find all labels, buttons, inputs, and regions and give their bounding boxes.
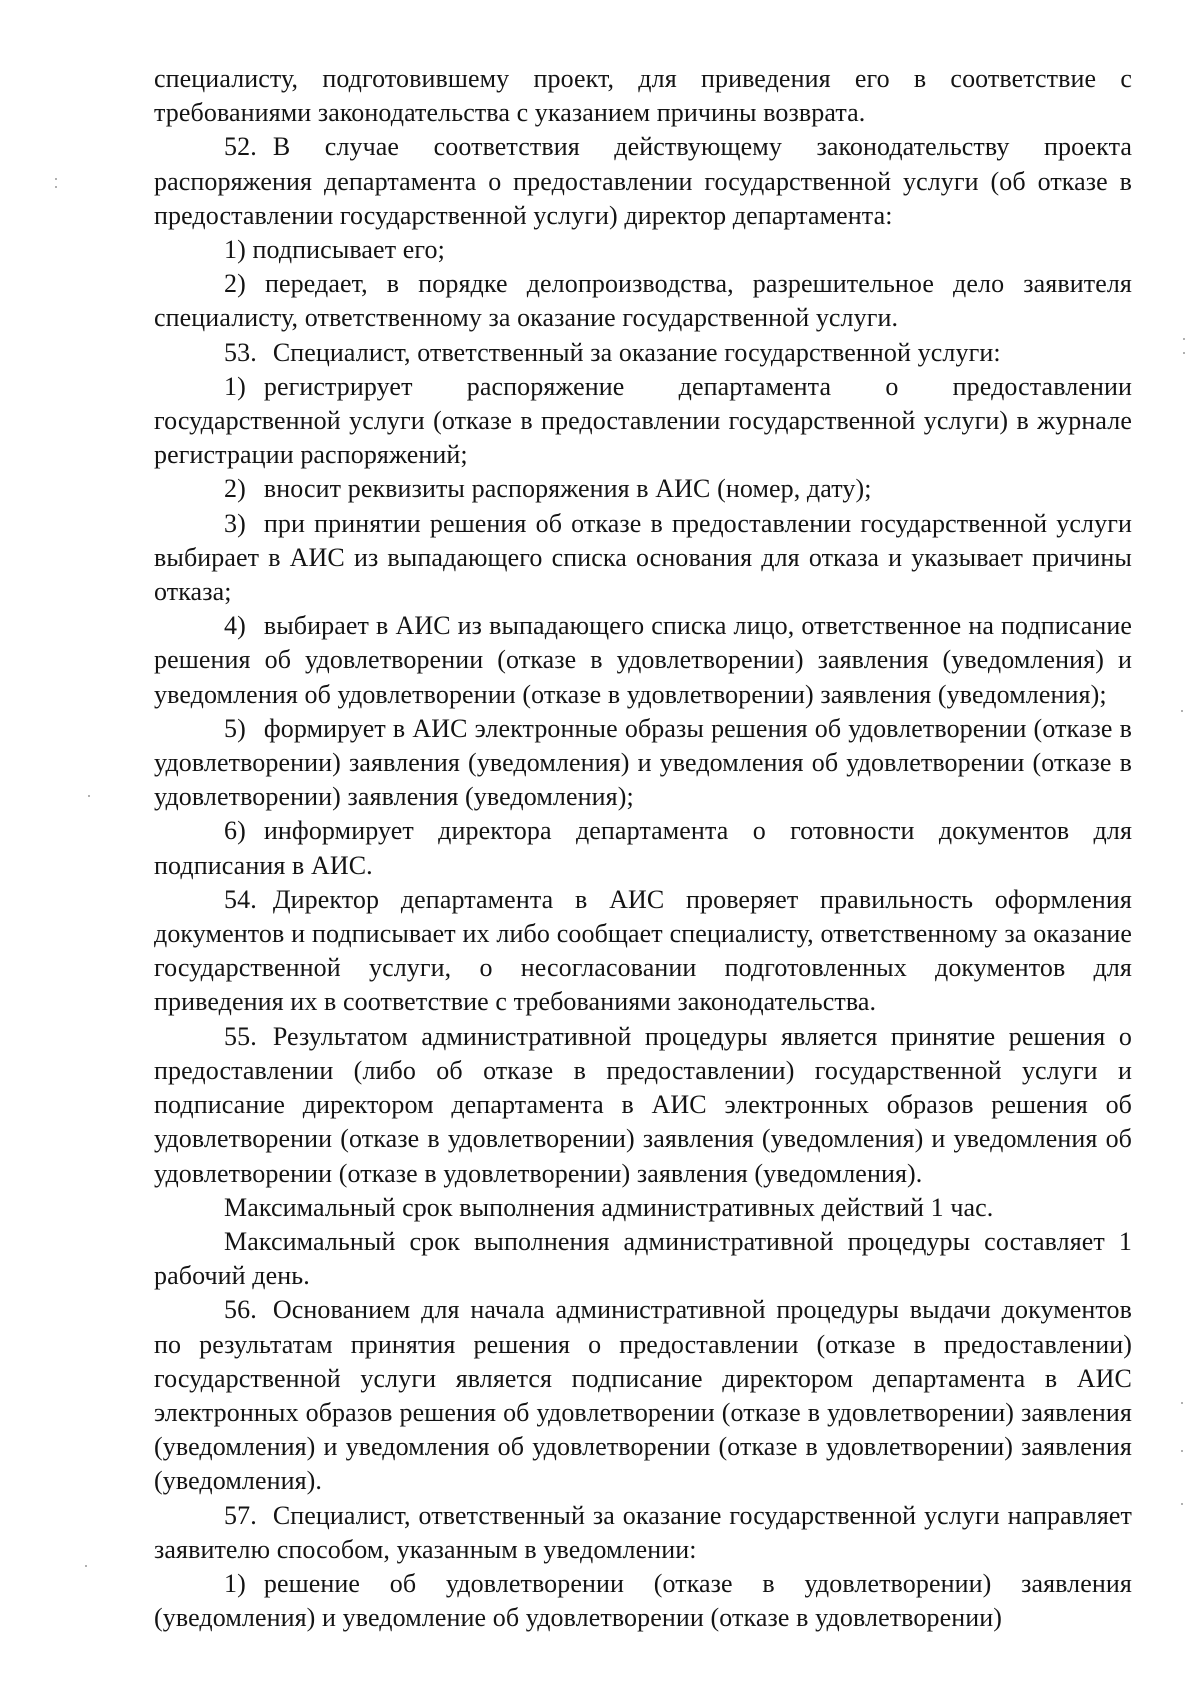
clause-number: 52. (224, 132, 257, 162)
scan-speck (1181, 1503, 1183, 1505)
clause-text: В случае соответствия действующему законодательству проекта распоряжения департамента о предоставлении государственной услуги (об отказе в предоставлении государственной услуги) директор департамента: (154, 132, 1132, 230)
subitem-number: 6) (224, 816, 246, 846)
subitem-text: вносит реквизиты распоряжения в АИС (номер, дату); (263, 474, 872, 504)
deadline-text: Максимальный срок выполнения административных действий 1 час. (224, 1192, 994, 1222)
clause-number: 55. (224, 1021, 257, 1051)
subitem (154, 712, 1132, 815)
subitem (154, 814, 1132, 882)
subitem-text: информирует директора департамента о готовности документов для подписания в АИС. (154, 816, 1132, 880)
clause-56 (154, 1293, 1132, 1498)
scan-speck (55, 186, 57, 188)
clause-text: Директор департамента в АИС проверяет правильность оформления документов и подписывает их либо сообщает специалисту, ответственному за оказание государственной услуги, о несогласовании подготовленных документов для приведения их в соответствие с требованиями законодательства. (154, 884, 1132, 1017)
clause-number: 56. (224, 1295, 257, 1325)
clause-55 (154, 1020, 1132, 1191)
list-item (154, 233, 1132, 267)
paragraph-continuation (154, 62, 1132, 130)
clause-number: 53. (224, 337, 257, 367)
subitem-number: 1) (224, 371, 246, 401)
clause-57 (154, 1499, 1132, 1567)
subitem-number: 5) (224, 713, 246, 743)
scan-speck (88, 795, 90, 797)
clause-text: Специалист, ответственный за оказание государственной услуги: (272, 337, 1001, 367)
clause-54 (154, 883, 1132, 1020)
clause-53 (154, 336, 1132, 370)
scan-speck (1181, 1402, 1183, 1404)
scan-speck (55, 178, 57, 180)
scan-speck (1181, 1450, 1183, 1452)
subitem (154, 370, 1132, 473)
scan-speck (1183, 338, 1185, 340)
subitem-text: решение об удовлетворении (отказе в удовлетворении) заявления (уведомления) и уведомление об удовлетворении (отказе в удовлетворении) (154, 1568, 1132, 1633)
deadline-text: Максимальный срок выполнения административной процедуры составляет 1 рабочий день. (154, 1226, 1132, 1291)
clause-52 (154, 130, 1132, 233)
subitem-number: 4) (224, 611, 246, 641)
list-item-text: 2) передает, в порядке делопроизводства, разрешительное дело заявителя специалисту, ответственному за оказание государственной услуги. (154, 269, 1132, 333)
clause-number: 54. (224, 884, 257, 914)
list-item (154, 267, 1132, 335)
scan-speck (1181, 710, 1183, 712)
scan-speck (1183, 352, 1185, 354)
subitem (154, 1567, 1132, 1635)
deadline-note (154, 1225, 1132, 1293)
subitem (154, 507, 1132, 610)
clause-text: Основанием для начала административной процедуры выдачи документов по результатам принятия решения о предоставлении (отказе в предоставлении) государственной услуги является подписание директором департамента в АИС электронных образов решения об удовлетворении (отказе в удовлетворении) заявления (уведомления) и уведомления об удовлетворении (отказе в удовлетворении) заявления (уведомления). (154, 1295, 1132, 1496)
document-body (154, 62, 1132, 1635)
subitem-number: 1) (224, 1568, 246, 1598)
subitem-number: 3) (224, 508, 246, 538)
subitem-text: выбирает в АИС из выпадающего списка лицо, ответственное на подписание решения об удовлетворении (отказе в удовлетворении) заявления (уведомления) и уведомления об удовлетворении (отказе в удовлетворении) заявления (уведомления); (154, 611, 1132, 709)
subitem-text: регистрирует распоряжение департамента о предоставлении государственной услуги (отказе в предоставлении государственной услуги) в журнале регистрации распоряжений; (154, 371, 1132, 470)
subitem (154, 472, 1132, 506)
subitem-text: при принятии решения об отказе в предоставлении государственной услуги выбирает в АИС из выпадающего списка основания для отказа и указывает причины отказа; (154, 508, 1132, 607)
subitem-text: формирует в АИС электронные образы решения об удовлетворении (отказе в удовлетворении) заявления (уведомления) и уведомления об удовлетворении (отказе в удовлетворении) заявления (уведомления); (154, 713, 1132, 812)
list-item-text: 1) подписывает его; (224, 235, 445, 265)
clause-number: 57. (224, 1500, 257, 1530)
clause-text: Результатом административной процедуры является принятие решения о предоставлении (либо об отказе в предоставлении) государственной услуги и подписание директором департамента в АИС электронных образов решения об удовлетворении (отказе в удовлетворении) заявления (уведомления) и уведомления об удовлетворении (отказе в удовлетворении) заявления (уведомления). (154, 1021, 1132, 1188)
scan-speck (85, 1565, 87, 1567)
subitem-number: 2) (224, 474, 246, 504)
deadline-note (154, 1191, 1132, 1225)
clause-text: Специалист, ответственный за оказание государственной услуги направляет заявителю способом, указанным в уведомлении: (154, 1500, 1132, 1564)
subitem (154, 609, 1132, 712)
paragraph-text: специалисту, подготовившему проект, для приведения его в соответствие с требованиями законодательства с указанием причины возврата. (154, 64, 1132, 128)
